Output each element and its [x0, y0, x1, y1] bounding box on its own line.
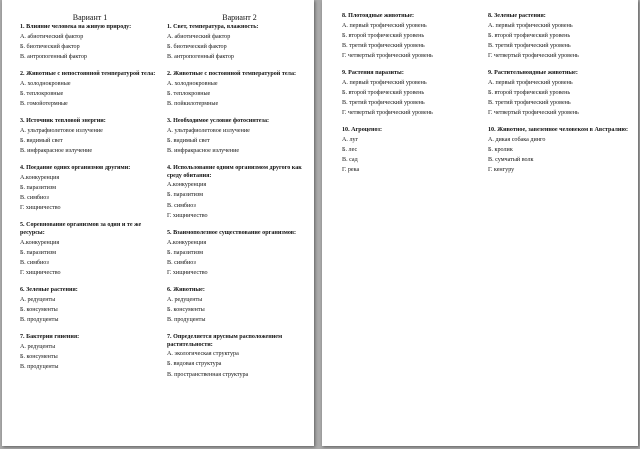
- answer-option: Б. паразитизм: [167, 249, 204, 256]
- answer-option: Б. паразитизм: [20, 184, 57, 191]
- question-text: 9. Растения паразиты:: [342, 70, 404, 77]
- variant-title: Вариант 2: [222, 13, 257, 22]
- question-block: [167, 71, 312, 109]
- answer-option: А. холоднокровные: [20, 80, 71, 87]
- question-text: 10. Животное, завезенное человеком в Австралию:: [488, 127, 629, 134]
- question-block: [20, 287, 160, 325]
- question-text: 8. Зеленые растения:: [488, 13, 546, 19]
- question-block: [167, 334, 312, 379]
- question-text: 6. Зеленые растения:: [20, 287, 78, 294]
- question-text: 1. Свет, температура, влажность:: [167, 24, 259, 30]
- question-block: [167, 118, 312, 156]
- variant-2-column-continued: [488, 13, 636, 184]
- variant-title: Вариант 1: [72, 13, 108, 22]
- answer-option: А. первый трофический уровень: [342, 22, 427, 29]
- answer-option: А. редуценты: [20, 343, 56, 350]
- answer-option: А. редуценты: [20, 296, 56, 303]
- answer-option: Б. консументы: [167, 306, 205, 313]
- answer-option: В. продуценты: [20, 363, 59, 370]
- answer-option: Б. второй трофический уровень: [488, 89, 571, 96]
- answer-option: А.конкуренция: [20, 239, 60, 246]
- answer-option: А. ультрафиолетовое излучение: [20, 127, 103, 134]
- variant-1-column-continued: [342, 13, 482, 184]
- answer-option: Б. биотический фактор: [20, 43, 80, 50]
- answer-option: Г. хищничество: [20, 205, 61, 212]
- answer-option: Б. видимый свет: [167, 137, 210, 144]
- question-block: [167, 165, 312, 221]
- answer-option: А. первый трофический уровень: [488, 22, 573, 29]
- answer-option: А. экологическая структура: [167, 351, 239, 358]
- answer-option: В. инфракрасное излучение: [167, 147, 240, 154]
- answer-option: Б. второй трофический уровень: [488, 32, 571, 39]
- answer-option: В. антропогенный фактор: [167, 53, 234, 60]
- answer-option: В. продуценты: [20, 316, 59, 323]
- answer-option: В. сумчатый волк: [488, 157, 534, 164]
- answer-option: Б. кролик: [488, 147, 513, 153]
- answer-option: Б. консументы: [20, 306, 58, 313]
- question-text: 10. Агроценоз:: [342, 127, 382, 134]
- answer-option: В. антропогенный фактор: [20, 53, 87, 60]
- question-text: 4. Использование одним организмом другого как среду обитания:: [167, 165, 302, 179]
- question-text: 7. Определяется ярусным расположением растительности:: [167, 334, 283, 348]
- question-block: [342, 13, 482, 61]
- question-text: 2. Животные с постоянной температурой тела:: [167, 71, 297, 78]
- answer-option: А. холоднокровные: [167, 80, 218, 87]
- answer-option: В. симбиоз: [167, 202, 196, 209]
- question-text: 4. Поедание одних организмов другими:: [20, 165, 131, 172]
- answer-option: Г. хищничество: [167, 269, 208, 276]
- question-text: 2. Животные с непостоянной температурой тела:: [20, 71, 156, 78]
- answer-option: Г. хищничество: [20, 269, 61, 276]
- answer-option: А. абиотический фактор: [20, 33, 84, 40]
- document-page-2: [322, 0, 638, 446]
- answer-option: Б. второй трофический уровень: [342, 32, 425, 39]
- question-block: [20, 222, 160, 278]
- answer-option: В. сад: [342, 157, 358, 164]
- answer-option: Б. видимый свет: [20, 137, 63, 144]
- answer-option: Г. четвертый трофический уровень: [488, 52, 579, 59]
- answer-option: А.конкуренция: [167, 239, 207, 246]
- question-text: 7. Бактерии гниения:: [20, 334, 80, 341]
- question-block: [20, 334, 160, 372]
- question-text: 1. Влияние человека на живую природу:: [20, 24, 132, 30]
- question-block: [488, 70, 636, 118]
- answer-option: Г. четвертый трофический уровень: [342, 110, 433, 117]
- question-block: [167, 230, 312, 278]
- answer-option: В. третий трофический уровень: [488, 99, 571, 106]
- question-block: [342, 127, 482, 175]
- answer-option: В. третий трофический уровень: [342, 99, 425, 106]
- answer-option: Б. лес: [342, 147, 358, 153]
- answer-option: А. абиотический фактор: [167, 33, 231, 40]
- answer-option: В. продуценты: [167, 316, 206, 323]
- answer-option: А.конкуренция: [20, 174, 60, 181]
- answer-option: А. редуценты: [167, 296, 203, 303]
- question-block: [167, 287, 312, 325]
- answer-option: Б. биотический фактор: [167, 43, 227, 50]
- answer-option: В. симбиоз: [20, 259, 49, 266]
- answer-option: Б. второй трофический уровень: [342, 89, 425, 96]
- question-block: [488, 13, 636, 61]
- answer-option: В. симбиоз: [167, 259, 196, 266]
- question-block: [20, 24, 160, 62]
- answer-option: Б. теплокровные: [167, 90, 211, 97]
- question-block: [488, 127, 636, 175]
- question-text: 5. Соревнование организмов за один и те же ресурсы:: [20, 222, 142, 236]
- question-text: 3. Необходимое условие фотосинтеза:: [167, 118, 270, 125]
- question-text: 5. Взаимополезное существование организмов:: [167, 229, 297, 236]
- question-block: [20, 165, 160, 213]
- answer-option: В. гомойотермные: [20, 100, 68, 107]
- question-block: [20, 118, 160, 156]
- answer-option: А. первый трофический уровень: [488, 79, 573, 86]
- question-block: [167, 24, 312, 62]
- question-block: [20, 71, 160, 109]
- answer-option: А. луг: [342, 136, 359, 143]
- answer-option: А. первый трофический уровень: [342, 79, 427, 86]
- answer-option: Б. видовая структура: [167, 361, 222, 368]
- question-block: [342, 70, 482, 118]
- answer-option: Г. четвертый трофический уровень: [488, 110, 579, 117]
- answer-option: Г. четвертый трофический уровень: [342, 52, 433, 59]
- answer-option: А.конкуренция: [167, 182, 207, 189]
- answer-option: В. пойкилотермные: [167, 100, 219, 107]
- question-text: 6. Животные:: [167, 287, 205, 294]
- answer-option: А. ультрафиолетовое излучение: [167, 127, 250, 134]
- answer-option: Г. кенгуру: [488, 167, 515, 174]
- answer-option: В. третий трофический уровень: [488, 42, 571, 49]
- question-text: 3. Источник тепловой энергии:: [20, 118, 106, 125]
- answer-option: В. третий трофический уровень: [342, 42, 425, 49]
- answer-option: Г. река: [342, 167, 360, 174]
- answer-option: Б. консументы: [20, 353, 58, 360]
- question-text: 9. Растительноядные животные:: [488, 70, 578, 77]
- answer-option: Б. паразитизм: [20, 249, 57, 256]
- variant-1-column: [20, 13, 160, 381]
- question-text: 8. Плотоядные животные:: [342, 13, 415, 19]
- answer-option: Б. паразитизм: [167, 192, 204, 199]
- answer-option: Г. хищничество: [167, 212, 208, 219]
- document-page-1: [2, 0, 314, 446]
- answer-option: Б. теплокровные: [20, 90, 64, 97]
- answer-option: А. дикая собака динго: [488, 136, 546, 143]
- answer-option: В. пространственная структура: [167, 371, 249, 378]
- answer-option: В. симбиоз: [20, 194, 49, 201]
- answer-option: В. инфракрасное излучение: [20, 147, 93, 154]
- variant-2-column: [167, 13, 312, 389]
